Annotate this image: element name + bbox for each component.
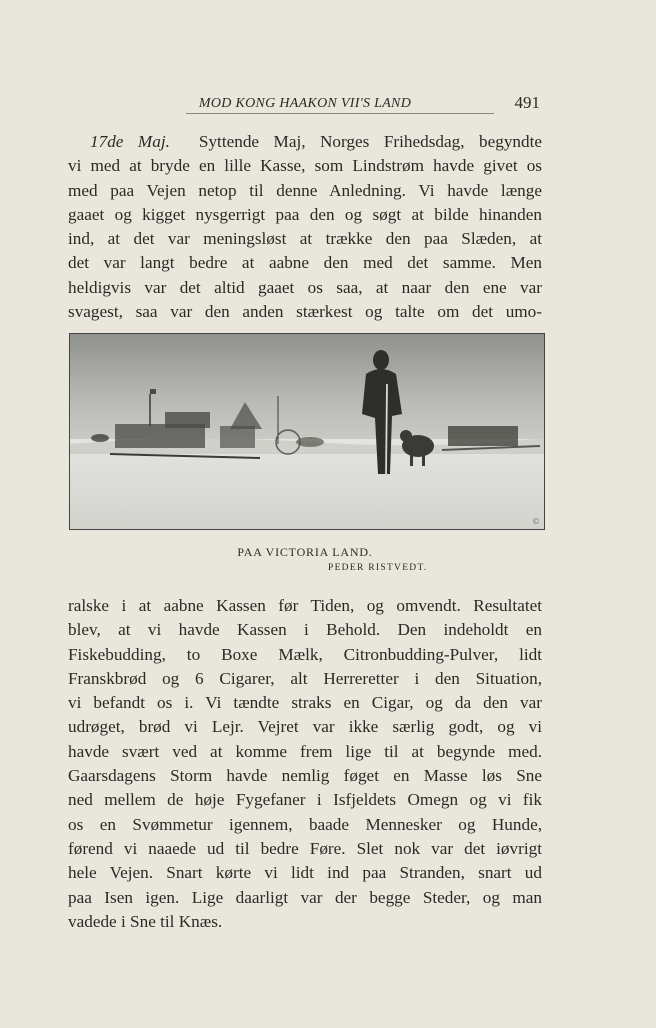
figure-caption: PAA VICTORIA LAND. [237, 545, 373, 559]
text-line: med paa Vejen netop til denne Anledning. Vi havde længe [68, 180, 542, 200]
text-line: det var langt bedre at aabne den med det samme. Men [68, 253, 542, 273]
running-title: MOD KONG HAAKON VII'S LAND [198, 96, 412, 111]
text-line: heldigvis var det altid gaaet os saa, at naar den ene var [68, 277, 542, 297]
text-line: vi befandt os i. Vi tændte straks en Cigar, og da den var [68, 693, 542, 713]
photo-credit: PEDER RISTVEDT. [328, 563, 428, 573]
text-line: Franskbrød og 6 Cigarer, alt Herreretter i den Situation, [68, 668, 542, 688]
text-line: vadede i Sne til Knæs. [68, 911, 223, 931]
text-line: ind, at det var meningsløst at trække den paa Slæden, at [68, 229, 542, 249]
text-line: hele Vejen. Snart kørte vi lidt ind paa Stranden, snart ud [68, 863, 542, 883]
text-line: Fiskebudding, to Boxe Mælk, Citronbudding-Pulver, lidt [68, 644, 542, 664]
text-line: førend vi naaede ud til bedre Føre. Slet nok var det iøvrigt [68, 838, 542, 858]
text-line-content: Syttende Maj, Norges Frihedsdag, begyndte [198, 132, 543, 151]
expedition-photograph [69, 333, 545, 530]
bottom-paragraph [68, 594, 542, 934]
text-line: udrøget, brød vi Lejr. Vejret var ikke særlig godt, og vi [68, 717, 542, 737]
text-line: havde svært ved at komme frem lige til at begynde med. [68, 741, 542, 761]
text-line: os en Svømmetur igennem, baade Mennesker og Hunde, [68, 814, 542, 834]
text-line: Gaarsdagens Storm havde nemlig føget en Masse løs Sne [68, 766, 542, 786]
header-rule [186, 113, 494, 114]
top-paragraph [68, 130, 542, 324]
text-line: paa Isen igen. Lige daarligt var der begge Steder, og man [68, 887, 542, 907]
text-line: ned mellem de høje Fygefaner i Isfjeldets Omegn og vi fik [68, 790, 542, 810]
text-line [68, 130, 542, 154]
text-line: gaaet og kigget nysgerrigt paa den og søgt at bilde hinanden [68, 204, 542, 224]
text-line: blev, at vi havde Kassen i Behold. Den indeholdt en [68, 620, 542, 640]
text-line: vi med at bryde en lille Kasse, som Lindstrøm havde givet os [68, 156, 542, 176]
page-header [68, 93, 542, 115]
date-label: 17de Maj. [90, 132, 170, 151]
text-line: ralske i at aabne Kassen før Tiden, og omvendt. Resultatet [68, 596, 542, 615]
svg-text:©: © [532, 517, 540, 526]
text-line: svagest, saa var den anden stærkest og talte om det umo- [68, 302, 542, 322]
page-number: 491 [514, 93, 540, 112]
